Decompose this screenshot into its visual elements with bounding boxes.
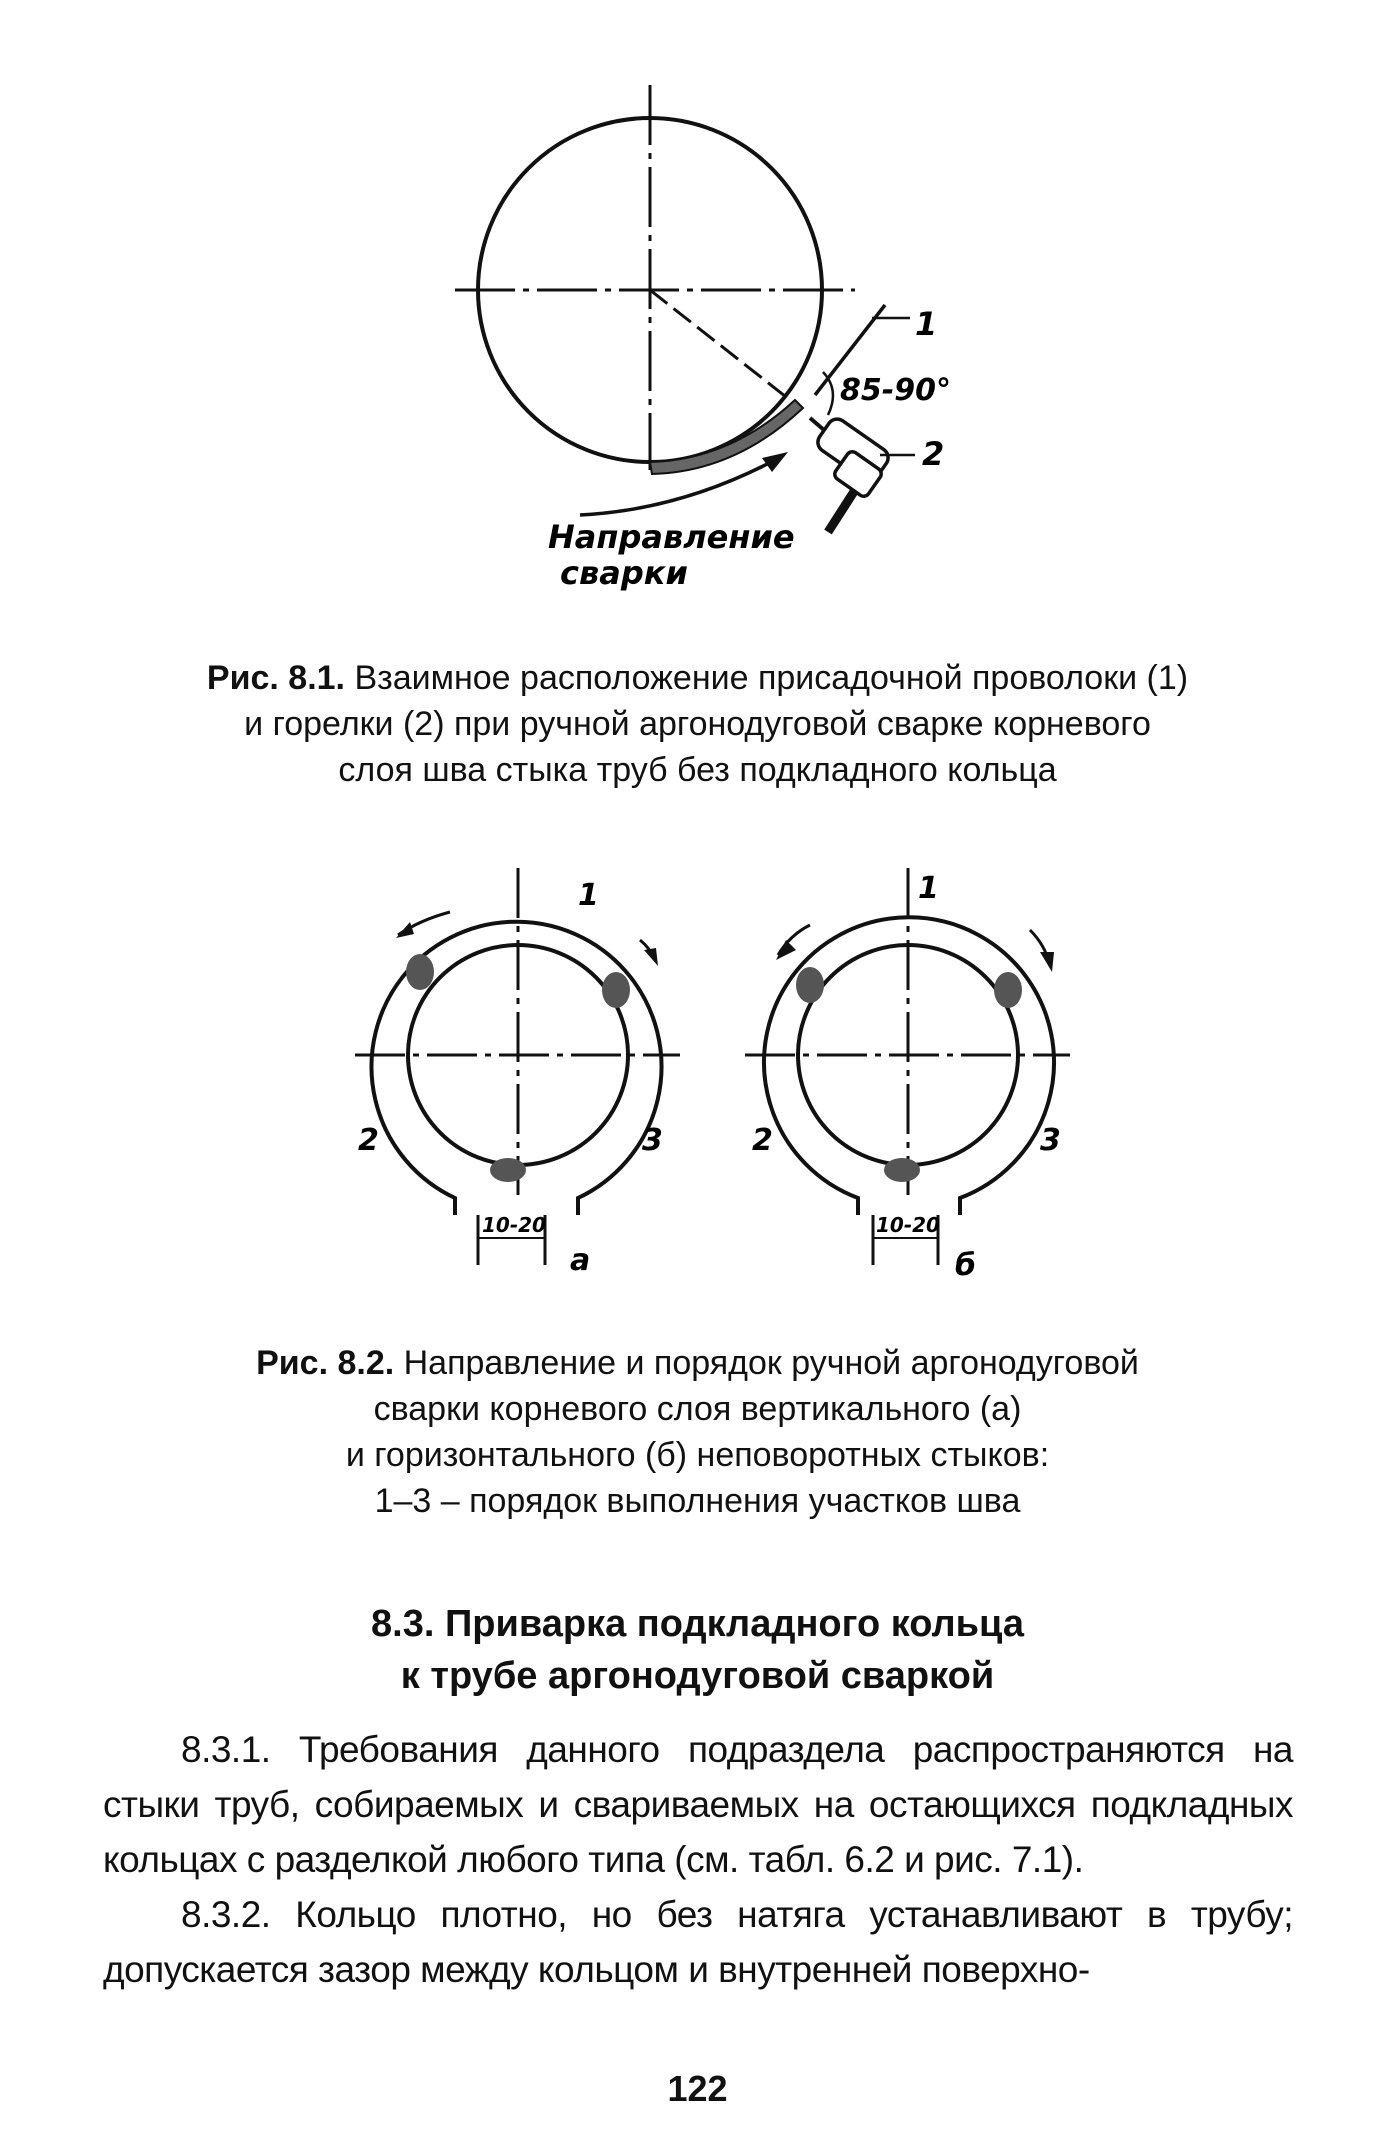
weld-bead <box>650 400 803 474</box>
right-label-1: 1 <box>918 871 939 906</box>
left-letter: а <box>570 1243 591 1278</box>
angle-arc <box>823 372 833 415</box>
section-heading-line2: к трубе аргонодуговой сваркой <box>400 1655 995 1697</box>
label-angle: 85-90° <box>840 373 951 408</box>
paragraph-8-3-2: 8.3.2. Кольцо плотно, но без натяга устанавливают в трубу; допускается зазор между кольцом и внутренней поверхно- <box>103 1894 1293 1990</box>
section-heading <box>0 1598 1395 1702</box>
right-label-3: 3 <box>1040 1123 1061 1158</box>
caption-8-2-line3: и горизонтального (б) неповоротных стыков: <box>345 1436 1050 1474</box>
figure-8-2-drawing <box>0 860 1395 1300</box>
figure-8-1-drawing <box>0 70 1395 630</box>
left-dimension: 10-20 <box>482 1213 546 1237</box>
left-label-3: 3 <box>642 1123 663 1158</box>
section-heading-line1: 8.3. Приварка подкладного кольца <box>371 1603 1024 1645</box>
page-number: 122 <box>667 2068 728 2109</box>
caption-8-1-line1: Взаимное расположение присадочной проволоки (1) <box>345 659 1189 697</box>
caption-8-2-line4: 1–3 – порядок выполнения участков шва <box>374 1482 1021 1520</box>
body-text <box>103 1722 1293 1997</box>
label-wire-number: 1 <box>915 305 938 343</box>
direction-arrowhead-icon <box>762 452 788 472</box>
caption-8-1-number: Рис. 8.1. <box>206 659 345 697</box>
caption-8-1-line2: и горелки (2) при ручной аргонодуговой сварке корневого <box>244 705 1151 743</box>
radius-line <box>650 290 790 400</box>
left-label-2: 2 <box>358 1123 379 1158</box>
left-label-1: 1 <box>578 878 599 913</box>
torch-icon <box>810 415 892 532</box>
figure-8-2-caption <box>0 1340 1395 1524</box>
caption-8-2-number: Рис. 8.2. <box>256 1344 395 1382</box>
caption-8-1-line3: слоя шва стыка труб без подкладного кольца <box>338 751 1057 789</box>
label-torch-number: 2 <box>922 435 945 473</box>
paragraph-8-3-1: 8.3.1. Требования данного подраздела распространяются на стыки труб, собираемых и свариваемых на остающихся подкладных кольцах с разделкой любого типа (см. табл. 6.2 и рис. 7.1). <box>103 1729 1293 1880</box>
right-label-2: 2 <box>752 1123 773 1158</box>
joint-vertical-a <box>355 868 680 1265</box>
joint-horizontal-b <box>745 868 1070 1265</box>
label-direction-line2: сварки <box>560 554 688 592</box>
caption-8-2-line2: сварки корневого слоя вертикального (а) <box>373 1390 1022 1428</box>
caption-8-2-line1: Направление и порядок ручной аргонодуговой <box>394 1344 1139 1382</box>
right-letter: б <box>955 1248 976 1283</box>
figure-8-1-caption <box>0 655 1395 793</box>
right-dimension: 10-20 <box>876 1213 940 1237</box>
label-direction-line1: Направление <box>548 518 795 556</box>
